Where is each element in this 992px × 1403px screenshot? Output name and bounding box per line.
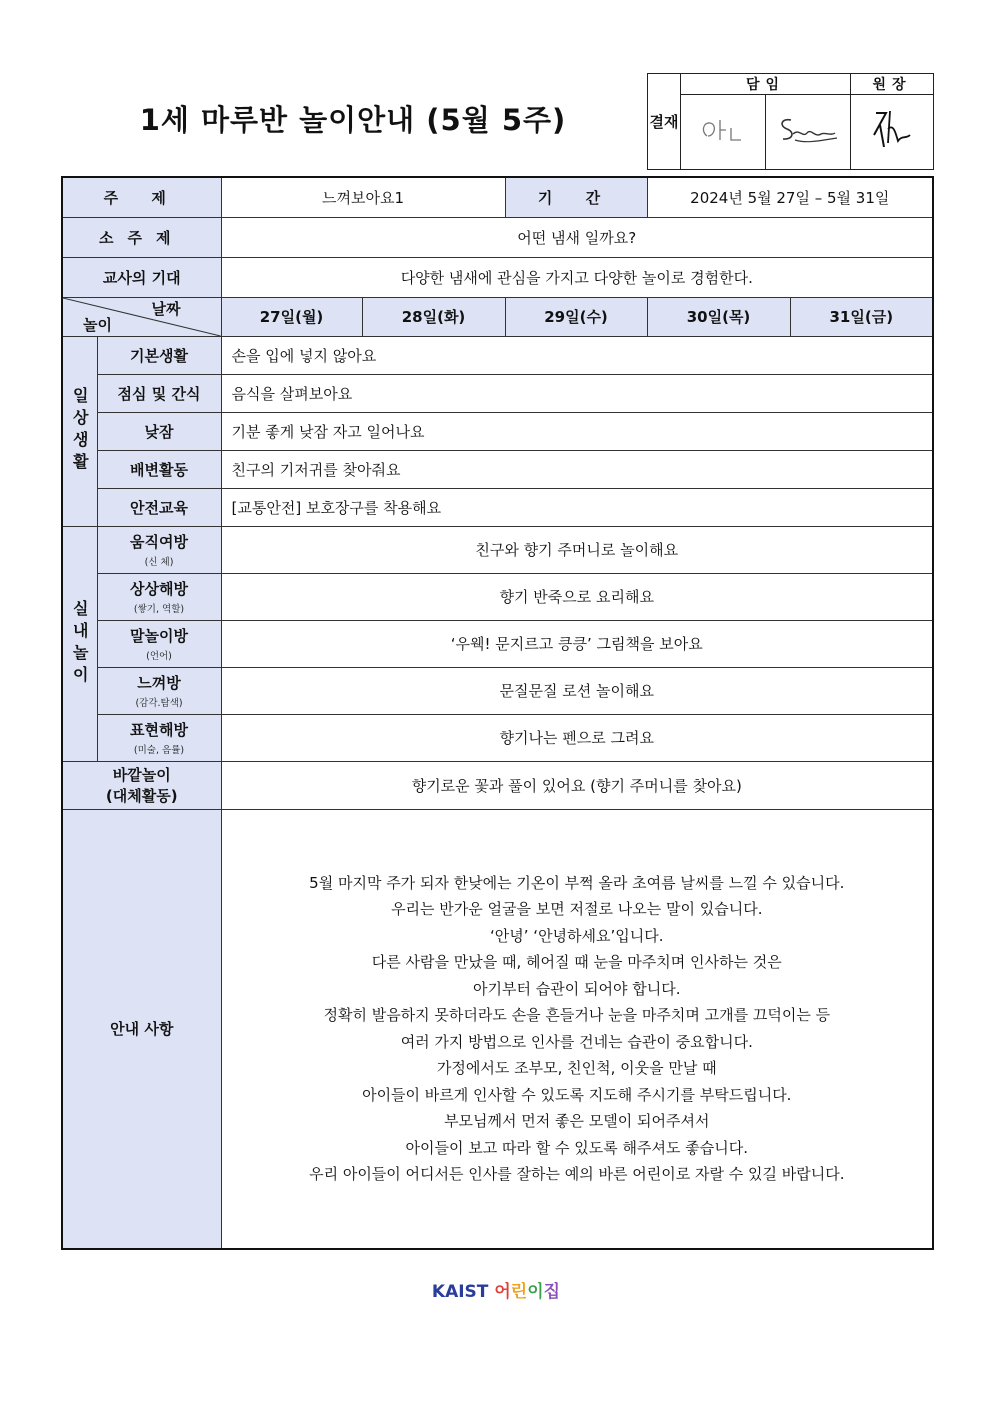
daily-row-value: 손을 입에 넣지 않아요 xyxy=(221,336,933,374)
date-header-label: 날짜 xyxy=(151,299,181,318)
day-header: 30일(목) xyxy=(647,297,790,336)
logo-brand: KAIST xyxy=(431,1282,489,1302)
daily-row-label: 점심 및 간식 xyxy=(97,374,221,412)
play-header-label: 놀이 xyxy=(83,315,112,334)
indoor-row-label: 움직여방 (신 체) xyxy=(97,526,221,573)
daily-row-label: 기본생활 xyxy=(97,336,221,374)
signature-mark xyxy=(693,110,753,150)
notice-line: 가정에서도 조부모, 친인척, 이웃을 만날 때 xyxy=(436,1059,717,1078)
indoor-row-value: ‘우웩! 문지르고 킁킁’ 그림책을 보아요 xyxy=(221,620,933,667)
signature-homeroom-1 xyxy=(681,95,766,170)
daily-row-value: [교통안전] 보호장구를 착용해요 xyxy=(221,488,933,526)
indoor-row-label: 말놀이방 (언어) xyxy=(97,620,221,667)
notice-line: 우리 아이들이 어디서든 인사를 잘하는 예의 바른 어린이로 자랄 수 있길 바랍니다. xyxy=(309,1165,845,1184)
notice-line: 정확히 발음하지 못하더라도 손을 흔들거나 눈을 마주치며 고개를 끄덕이는 등 xyxy=(323,1006,831,1025)
day-header: 29일(수) xyxy=(505,297,647,336)
daily-row-value: 친구의 기저귀를 찾아줘요 xyxy=(221,450,933,488)
indoor-row-label: 표현해방 (미술, 음률) xyxy=(97,714,221,761)
theme-value: 느껴보아요1 xyxy=(221,177,505,217)
daily-life-group-label: 일상생활 xyxy=(62,336,97,526)
signature-homeroom-2 xyxy=(766,95,851,170)
director-label: 원장 xyxy=(851,74,934,95)
period-label: 기 간 xyxy=(505,177,647,217)
daily-row-label: 배변활동 xyxy=(97,450,221,488)
plan-table xyxy=(61,176,934,1250)
indoor-row-value: 향기나는 펜으로 그려요 xyxy=(221,714,933,761)
kaist-kindergarten-logo: KAIST 어린이집 xyxy=(431,1282,561,1302)
signature-mark xyxy=(862,105,922,155)
date-play-header xyxy=(62,297,221,336)
signature-mark xyxy=(773,110,843,150)
indoor-row-label: 느껴방 (감각.탐색) xyxy=(97,667,221,714)
notice-line: 아이들이 보고 따라 할 수 있도록 해주셔도 좋습니다. xyxy=(405,1138,748,1157)
indoor-row-label: 상상해방 (쌓기, 역할) xyxy=(97,573,221,620)
daily-row-value: 음식을 살펴보아요 xyxy=(221,374,933,412)
indoor-row-value: 문질문질 로션 놀이해요 xyxy=(221,667,933,714)
day-header: 27일(월) xyxy=(221,297,362,336)
notice-line: 우리는 반가운 얼굴을 보면 저절로 나오는 말이 있습니다. xyxy=(391,900,763,919)
indoor-group-label: 실내놀이 xyxy=(62,526,97,761)
indoor-row-value: 향기 반죽으로 요리해요 xyxy=(221,573,933,620)
notice-line: 아기부터 습관이 되어야 합니다. xyxy=(473,979,681,998)
day-header: 31일(금) xyxy=(790,297,933,336)
notice-line: 아이들이 바르게 인사할 수 있도록 지도해 주시기를 부탁드립니다. xyxy=(362,1085,792,1104)
notice-label: 안내 사항 xyxy=(62,809,221,1249)
approval-side-label: 결재 xyxy=(648,74,681,170)
notice-line: 다른 사람을 만났을 때, 헤어질 때 눈을 마주치며 인사하는 것은 xyxy=(371,953,782,972)
theme-label: 주 제 xyxy=(62,177,221,217)
homeroom-label: 담임 xyxy=(681,74,851,95)
expectation-value: 다양한 냄새에 관심을 가지고 다양한 놀이로 경험한다. xyxy=(221,257,933,297)
notice-body xyxy=(221,809,933,1249)
notice-line: ‘안녕’ ‘안녕하세요’입니다. xyxy=(490,926,664,945)
daily-row-label: 안전교육 xyxy=(97,488,221,526)
subtheme-value: 어떤 냄새 일까요? xyxy=(221,217,933,257)
notice-line: 5월 마지막 주가 되자 한낮에는 기온이 부쩍 올라 초여름 날씨를 느낄 수 있습니다. xyxy=(309,873,845,892)
subtheme-label: 소주제 xyxy=(62,217,221,257)
outdoor-value: 향기로운 꽃과 풀이 있어요 (향기 주머니를 찾아요) xyxy=(221,761,933,809)
notice-line: 여러 가지 방법으로 인사를 건네는 습관이 중요합니다. xyxy=(400,1032,753,1051)
outdoor-label: 바깥놀이 (대체활동) xyxy=(62,761,221,809)
notice-line: 부모님께서 먼저 좋은 모델이 되어주셔서 xyxy=(444,1112,710,1131)
period-value: 2024년 5월 27일 – 5월 31일 xyxy=(647,177,933,217)
expectation-label: 교사의 기대 xyxy=(62,257,221,297)
daily-row-value: 기분 좋게 낮잠 자고 일어나요 xyxy=(221,412,933,450)
signature-director xyxy=(851,95,934,170)
daily-row-label: 낮잠 xyxy=(97,412,221,450)
day-header: 28일(화) xyxy=(362,297,505,336)
indoor-row-value: 친구와 향기 주머니로 놀이해요 xyxy=(221,526,933,573)
approval-box xyxy=(647,73,934,170)
page-title: 1세 마루반 놀이안내 (5월 5주) xyxy=(139,103,567,137)
